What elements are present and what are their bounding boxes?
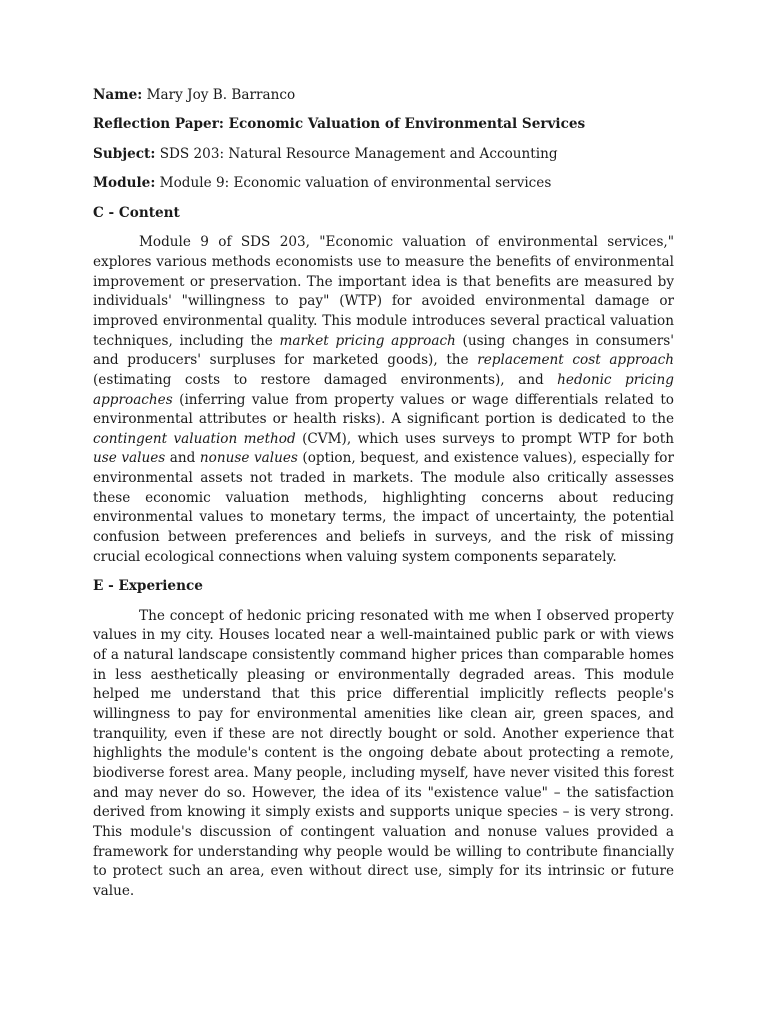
- subject-value: SDS 203: Natural Resource Management and Accounting: [159, 145, 558, 162]
- emphasis-term: use values: [93, 450, 166, 467]
- content-heading: C - Content: [93, 204, 180, 221]
- paper-title: [93, 115, 674, 135]
- document-page: [93, 86, 674, 911]
- content-text: and: [165, 450, 200, 467]
- content-text: (option, bequest, and existence values), especially for environmental assets not traded in markets. The module also critically assesses these economic valuation methods, highlighting concerns about reducing environmental values to monetary terms, the impact of uncertainty, the potential confusion between preferences and beliefs in surveys, and the risk of missing crucial ecological connections when valuing system components separately.: [93, 450, 674, 565]
- content-text: (estimating costs to restore damaged environments), and: [93, 371, 558, 388]
- content-paragraph: [93, 233, 674, 567]
- content-text: (CVM), which uses surveys to prompt WTP for both: [295, 430, 674, 447]
- subject-label: Subject:: [93, 145, 156, 162]
- module-line: [93, 174, 674, 194]
- experience-heading: E - Experience: [93, 578, 203, 595]
- name-line: [93, 86, 674, 106]
- content-text: (using changes in consumers' and producers' surpluses for marketed goods), the: [93, 332, 674, 369]
- subject-line: [93, 145, 674, 165]
- module-value: Module 9: Economic valuation of environmental services: [159, 175, 552, 192]
- content-text: Module 9 of SDS 203, "Economic valuation of environmental services," explores various methods economists use to measure the benefits of environmental improvement or preservation. The important idea is that benefits are measured by individuals' "willingness to pay" (WTP) for avoided environmental damage or improved environmental quality. This module introduces several practical valuation techniques, including the: [93, 234, 674, 349]
- emphasis-term: hedonic pricing approaches: [93, 371, 674, 408]
- module-label: Module:: [93, 175, 156, 192]
- emphasis-term: contingent valuation method: [93, 430, 296, 447]
- experience-paragraph: The concept of hedonic pricing resonated with me when I observed property values in my city. Houses located near a well-maintained public park or with views of a natural landscape consistently command higher prices than comparable homes in less aesthetically pleasing or environmentally degraded areas. This module helped me understand that this price differential implicitly reflects people's willingness to pay for environmental amenities like clean air, green spaces, and tranquility, even if these are not directly bought or sold. Another experience that highlights the module's content is the ongoing debate about protecting a remote, biodiverse forest area. Many people, including myself, have never visited this forest and may never do so. However, the idea of its "existence value" – the satisfaction derived from knowing it simply exists and supports unique species – is very strong. This module's discussion of contingent valuation and nonuse values provided a framework for understanding why people would be willing to contribute financially to protect such an area, even without direct use, simply for its intrinsic or future value.: [93, 607, 674, 899]
- emphasis-term: nonuse values: [199, 450, 298, 467]
- paper-title-text: Reflection Paper: Economic Valuation of Environmental Services: [93, 116, 586, 133]
- name-value: Mary Joy B. Barranco: [146, 87, 296, 103]
- name-label: Name:: [93, 87, 143, 103]
- emphasis-term: replacement cost approach: [477, 352, 674, 369]
- emphasis-term: market pricing approach: [279, 332, 456, 349]
- content-text: (inferring value from property values or wage differentials related to environmental attributes or health risks). A significant portion is dedicated to the: [93, 391, 674, 428]
